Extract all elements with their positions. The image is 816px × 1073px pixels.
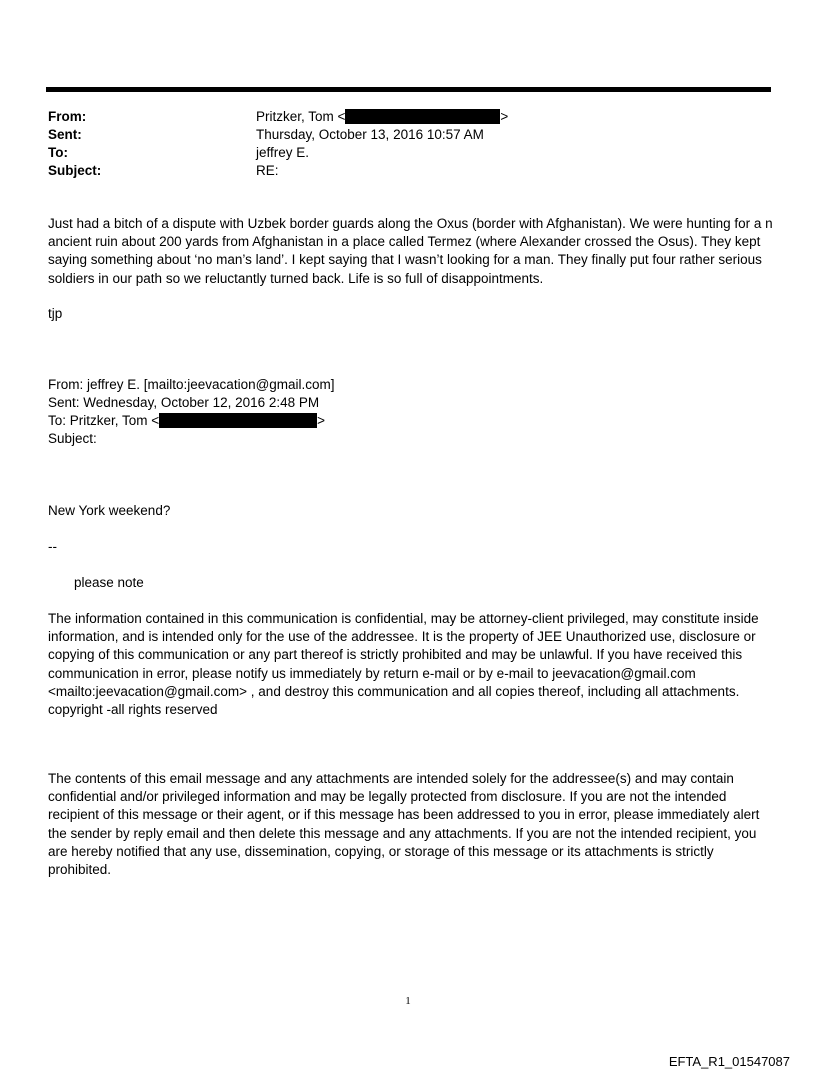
disclaimer-confidential: The information contained in this communication is confidential, may be attorney-client privileged, may constitute inside information, and is intended only for the use of the addressee. It is the property of JEE Unauthorized use, disclosure or copying of this communication or any part thereof is strictly prohibited and may be unlawful. If you have received this communication in error, please notify us immediately by return e-mail or by e-mail to jeevacation@gmail.com <mailto:jeevacation@gmail.com> , and destroy this communication and all copies thereof, including all attachments. copyright -all rights reserved	[48, 611, 759, 718]
please-note: please note	[74, 575, 144, 590]
sent-label: Sent:	[48, 127, 82, 142]
from-value: Pritzker, Tom < >	[256, 109, 509, 124]
redaction-box	[159, 413, 317, 428]
subject-row	[48, 162, 748, 180]
signature: tjp	[48, 306, 63, 321]
forwarded-from: From: jeffrey E. [mailto:jeevacation@gmail.com]	[48, 377, 335, 392]
to-row	[48, 144, 748, 162]
signature-separator: --	[48, 539, 57, 554]
disclaimer-legal: The contents of this email message and any attachments are intended solely for the addressee(s) and may contain confidential and/or privileged information and may be legally protected from disclosure. If you are not the intended recipient of this message or their agent, or if this message has been addressed to you in error, please immediately alert the sender by reply email and then delete this message and any attachments. If you are not the intended recipient, you are hereby notified that any use, dissemination, copying, or storage of this message or its attachments is strictly prohibited.	[48, 771, 760, 878]
forwarded-subject: Subject:	[48, 431, 97, 446]
header-divider	[46, 87, 771, 92]
forwarded-sent: Sent: Wednesday, October 12, 2016 2:48 PM	[48, 395, 320, 410]
to-value: jeffrey E.	[256, 145, 310, 160]
sent-value: Thursday, October 13, 2016 10:57 AM	[256, 127, 484, 142]
email-header	[48, 108, 748, 180]
from-row	[48, 108, 748, 126]
forwarded-to: To: Pritzker, Tom < >	[48, 413, 326, 428]
from-label: From:	[48, 109, 87, 124]
forwarded-header	[48, 376, 335, 448]
subject-value: RE:	[256, 163, 279, 178]
document-id: EFTA_R1_01547087	[668, 1054, 790, 1069]
to-label: To:	[48, 145, 68, 160]
sent-row	[48, 126, 748, 144]
forwarded-message: New York weekend?	[48, 503, 171, 518]
subject-label: Subject:	[48, 163, 102, 178]
redaction-box	[345, 109, 500, 124]
message-body: Just had a bitch of a dispute with Uzbek border guards along the Oxus (border with Afghanistan). We were hunting for a n ancient ruin about 200 yards from Afghanistan in a place called Termez (where Alexander crossed the Osus). They kept saying something about ‘no man’s land’. I kept saying that I wasn’t looking for a man. They finally put four rather serious soldiers in our path so we reluctantly turned back. Life is so full of disappointments.	[48, 216, 773, 286]
page-number: 1	[405, 995, 411, 1007]
